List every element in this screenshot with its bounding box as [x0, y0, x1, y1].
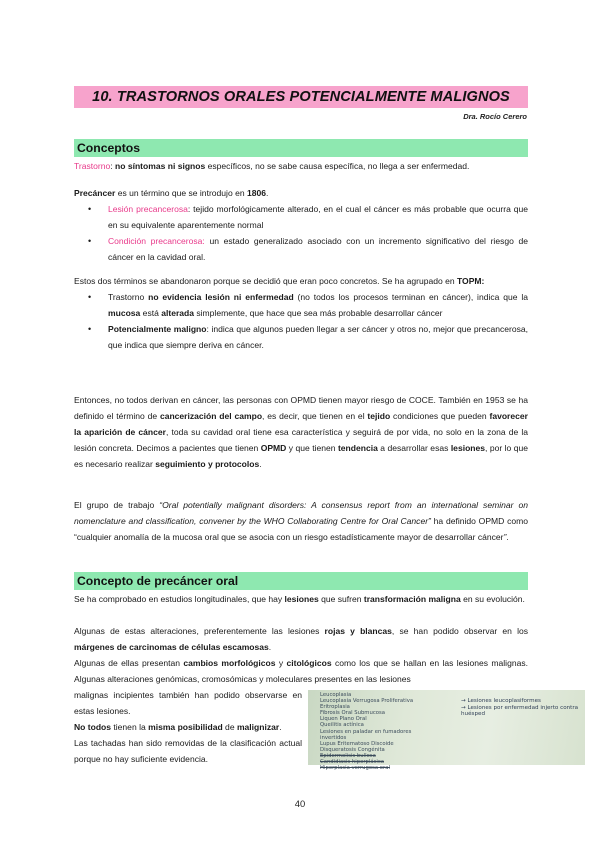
term-precancer: Precáncer — [74, 188, 116, 198]
paragraph-malignizar: malignas incipientes también han podido observarse en estas lesiones. No todos tienen la misma posibilidad de malignizar. Las tachadas han sido removidas de la clasificación actual porque no hay suficiente evidencia. — [74, 690, 302, 764]
paragraph-transformacion: Se ha comprobado en estudios longitudinales, que hay lesiones que sufren transformación maligna en su evolución. — [74, 594, 525, 604]
page-number: 40 — [294, 798, 306, 809]
paragraph-precancer: Precáncer es un término que se introdujo en 1806. • Lesión precancerosa: tejido morfológicamente alterado, en el cual el cáncer es más probable que ocurra que en su equivalente aparentemente normal • Condición precancerosa: un estado generalizado asociado con un incremento significativo del riesgo de cáncer en la cavidad oral. — [74, 185, 528, 265]
list-item: Hiperplasia verrugosa oral — [320, 765, 390, 772]
list-item: • Lesión precancerosa: tejido morfológicamente alterado, en el cual el cáncer es más probable que ocurra que en su equivalente aparentemente normal — [74, 201, 528, 233]
list-item: → Lesiones por enfermedad injerto contra huésped — [461, 704, 579, 718]
precancer-bullet-list — [74, 201, 528, 265]
list-item: Candidiasis hiperplásica — [320, 759, 384, 766]
list-item: • Trastorno no evidencia lesión ni enfermedad (no todos los procesos terminan en cáncer), indica que la mucosa está alterada simplemente, que hace que sea más probable desarrollar cáncer — [74, 289, 528, 321]
section-heading-text: Concepto de precáncer oral — [77, 574, 239, 588]
list-item: Lupus Eritematoso Discoide — [320, 740, 394, 747]
photo-lesion-list — [320, 692, 470, 771]
list-item: Fibrosis Oral Submucosa — [320, 710, 385, 717]
section-heading-text: Conceptos — [77, 141, 140, 155]
list-item: Epidermolisis bullosa — [320, 752, 376, 759]
section-heading-precancer-oral — [74, 572, 528, 590]
paragraph-cancerizacion: Entonces, no todos derivan en cáncer, las personas con OPMD tienen mayor riesgo de COCE. También en 1953 se ha definido el término de cancerización del campo, es decir, que tienen en el tejido condiciones que pueden favorecer la aparición de cáncer, toda su cavidad oral tiene esa característica y seguirá de por vida, no solo en la zona de la lesión concreta. Decimos a pacientes que tienen OPMD y que tienen tendencia a desarrollar esas lesiones, por lo que es necesario realizar seguimiento y protocolos. — [74, 395, 528, 469]
paragraph-who-definition: El grupo de trabajo “Oral potentially malignant disorders: A consensus report from an international seminar on nomenclature and classification, convener by the WHO Collaborating Centre for Oral Cancer” ha definido OPMD como “cualquier anomalía de la mucosa oral que se asocia con un riesgo estadísticamente mayor de desarrollar cáncer”. — [74, 500, 528, 542]
paragraph-topm: Estos dos términos se abandonaron porque se decidió que eran poco concretos. Se ha agrupado en TOPM: • Trastorno no evidencia lesión ni enfermedad (no todos los procesos terminan en cáncer), indica que la mucosa está alterada simplemente, que hace que sea más probable desarrollar cáncer • Potencialmente maligno: indica que algunos pueden llegar a ser cáncer y otros no, mejor que precancerosa, que indica que siempre deriva en cáncer. — [74, 273, 528, 353]
classification-photo — [308, 690, 585, 772]
section-heading-conceptos — [74, 139, 528, 157]
photo-notes — [461, 698, 581, 718]
list-item: Disqueratosis Congénita — [320, 746, 385, 753]
paragraph-cambios: Algunas de ellas presentan cambios morfológicos y citológicos como los que se hallan en las lesiones malignas. Algunas alteraciones genómicas, cromosómicas y moleculares presentes en las lesiones — [74, 658, 528, 684]
list-item: Queilitis actínica — [320, 722, 364, 729]
list-item: → Lesiones leucoplasiformes — [461, 698, 541, 704]
list-item: invertidos — [320, 734, 347, 741]
author-name: Dra. Rocío Cerero — [463, 112, 527, 121]
list-item: • Condición precancerosa: un estado generalizado asociado con un incremento significativo del riesgo de cáncer en la cavidad oral. — [74, 233, 528, 265]
list-item: Liquen Plano Oral — [320, 716, 367, 723]
term-trastorno: Trastorno — [74, 161, 111, 171]
list-item: Lesiones en paladar en fumadores — [320, 728, 412, 735]
list-item: Eritroplasia — [320, 704, 350, 711]
chapter-title-bar — [74, 86, 528, 108]
list-item: • Potencialmente maligno: indica que algunos pueden llegar a ser cáncer y otros no, mejor que precancerosa, que indica que siempre deriva en cáncer. — [74, 321, 528, 353]
topm-bullet-list — [74, 289, 528, 353]
paragraph-rojas-blancas: Algunas de estas alteraciones, preferentemente las lesiones rojas y blancas, se han podido observar en los márgenes de carcinomas de células escamosas. — [74, 626, 529, 652]
paragraph-trastorno: Trastorno: no síntomas ni signos específicos, no se sabe causa específica, no llega a ser enfermedad. — [74, 161, 470, 171]
list-item: Leucoplasia Verrugosa Proliferativa — [320, 698, 414, 705]
list-item: Leucoplasia — [320, 692, 352, 698]
chapter-title: 10. TRASTORNOS ORALES POTENCIALMENTE MALIGNOS — [92, 89, 510, 105]
